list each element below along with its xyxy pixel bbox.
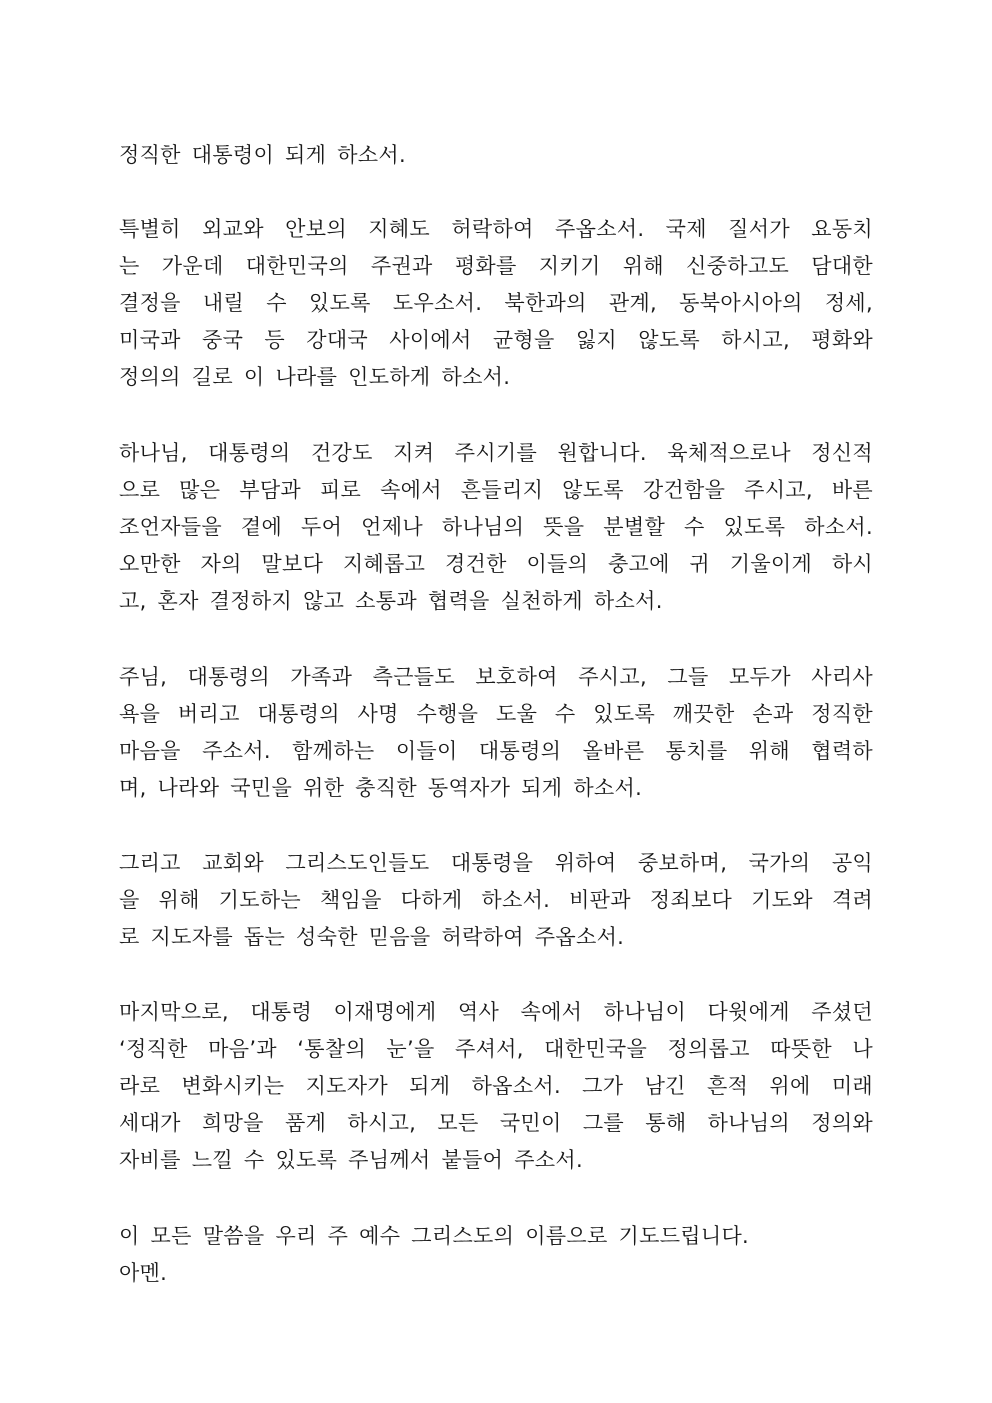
paragraph-line: 는 가운데 대한민국의 주권과 평화를 지키기 위해 신중하고도 담대한 (119, 254, 873, 278)
paragraph-line: 주님, 대통령의 가족과 측근들도 보호하여 주시고, 그들 모두가 사리사 (119, 665, 873, 689)
paragraph-2 (119, 211, 873, 396)
paragraph-line: 미국과 중국 등 강대국 사이에서 균형을 잃지 않도록 하시고, 평화와 (119, 328, 873, 352)
paragraph-line: 며, 나라와 국민을 위한 충직한 동역자가 되게 하소서. (119, 776, 643, 800)
paragraph-line: 정의의 길로 이 나라를 인도하게 하소서. (119, 365, 511, 389)
paragraph-line: 하나님, 대통령의 건강도 지켜 주시기를 원합니다. 육체적으로나 정신적 (119, 441, 873, 465)
paragraph-6 (119, 994, 873, 1179)
paragraph-line: ‘정직한 마음’과 ‘통찰의 눈’을 주셔서, 대한민국을 정의롭고 따뜻한 나 (119, 1037, 873, 1061)
paragraph-line: 라로 변화시키는 지도자가 되게 하옵소서. 그가 남긴 흔적 위에 미래 (119, 1074, 873, 1098)
paragraph-line: 조언자들을 곁에 두어 언제나 하나님의 뜻을 분별할 수 있도록 하소서. (119, 515, 873, 539)
paragraph-line: 이 모든 말씀을 우리 주 예수 그리스도의 이름으로 기도드립니다. (119, 1224, 750, 1248)
paragraph-line: 마음을 주소서. 함께하는 이들이 대통령의 올바른 통치를 위해 협력하 (119, 739, 873, 763)
paragraph-line: 고, 혼자 결정하지 않고 소통과 협력을 실천하게 하소서. (119, 589, 663, 613)
paragraph-line: 결정을 내릴 수 있도록 도우소서. 북한과의 관계, 동북아시아의 정세, (119, 291, 873, 315)
paragraph-5 (119, 845, 873, 956)
paragraph-7 (119, 1218, 873, 1292)
paragraph-1 (119, 137, 873, 174)
paragraph-line: 로 지도자를 돕는 성숙한 믿음을 허락하여 주옵소서. (119, 925, 625, 949)
paragraph-line: 아멘. (119, 1261, 168, 1285)
paragraph-line: 자비를 느낄 수 있도록 주님께서 붙들어 주소서. (119, 1148, 583, 1172)
paragraph-line: 을 위해 기도하는 책임을 다하게 하소서. 비판과 정죄보다 기도와 격려 (119, 888, 873, 912)
paragraph-3 (119, 435, 873, 620)
paragraph-line: 마지막으로, 대통령 이재명에게 역사 속에서 하나님이 다윗에게 주셨던 (119, 1000, 873, 1024)
paragraph-line: 특별히 외교와 안보의 지혜도 허락하여 주옵소서. 국제 질서가 요동치 (119, 217, 873, 241)
paragraph-4 (119, 659, 873, 807)
paragraph-line: 세대가 희망을 품게 하시고, 모든 국민이 그를 통해 하나님의 정의와 (119, 1111, 873, 1135)
paragraph-line: 정직한 대통령이 되게 하소서. (119, 143, 406, 167)
paragraph-line: 오만한 자의 말보다 지혜롭고 경건한 이들의 충고에 귀 기울이게 하시 (119, 552, 873, 576)
paragraph-line: 그리고 교회와 그리스도인들도 대통령을 위하여 중보하며, 국가의 공익 (119, 851, 873, 875)
paragraph-line: 욕을 버리고 대통령의 사명 수행을 도울 수 있도록 깨끗한 손과 정직한 (119, 702, 873, 726)
paragraph-line: 으로 많은 부담과 피로 속에서 흔들리지 않도록 강건함을 주시고, 바른 (119, 478, 873, 502)
